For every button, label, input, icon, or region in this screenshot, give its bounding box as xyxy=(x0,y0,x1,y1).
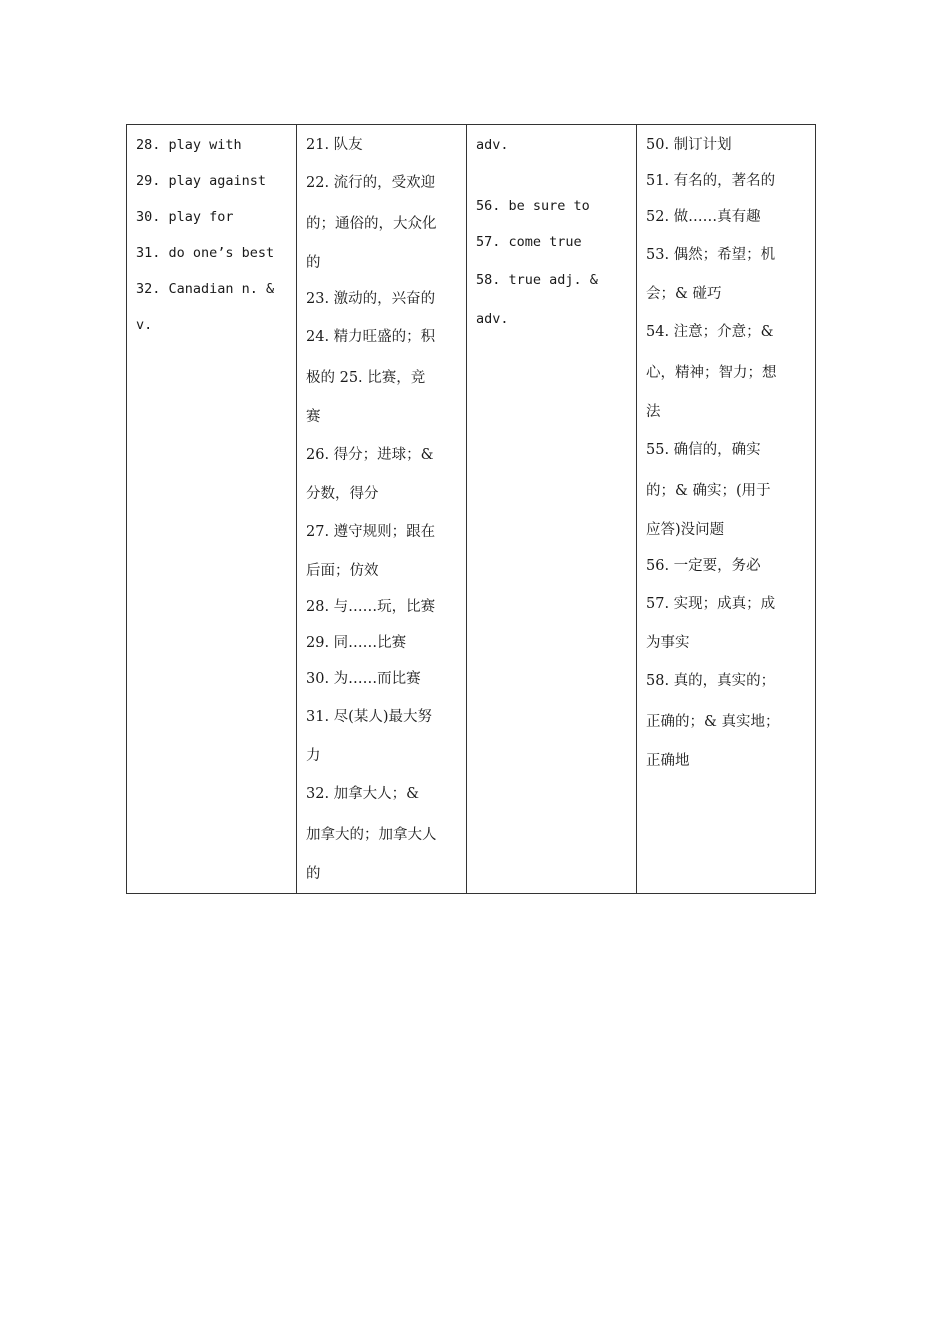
list-item: 55. 确信的，确实 xyxy=(646,442,761,458)
list-item: 28. play with xyxy=(136,137,242,153)
list-item: 的；& 确实；(用于 xyxy=(646,483,771,499)
list-item: 32. Canadian n. & xyxy=(136,281,275,297)
list-item: 28. 与……玩，比赛 xyxy=(306,599,436,615)
list-item: 52. 做……真有趣 xyxy=(646,209,761,225)
list-item: 58. 真的，真实的； xyxy=(646,673,776,689)
list-item: 57. come true xyxy=(476,234,582,250)
list-item: 力 xyxy=(306,748,321,764)
list-item: 53. 偶然；希望；机 xyxy=(646,247,776,263)
spacer xyxy=(476,163,628,188)
list-item: 31. 尽(某人)最大努 xyxy=(306,709,432,725)
list-item: 51. 有名的，著名的 xyxy=(646,173,776,189)
list-item: 的 xyxy=(306,866,321,882)
list-item: 57. 实现；成真；成 xyxy=(646,596,776,612)
vocabulary-table xyxy=(126,124,816,894)
list-item: 32. 加拿大人；& xyxy=(306,786,420,802)
list-item: 分数，得分 xyxy=(306,486,379,502)
list-item: 23. 激动的，兴奋的 xyxy=(306,291,436,307)
list-item: 为事实 xyxy=(646,635,690,651)
list-item: 50. 制订计划 xyxy=(646,137,732,153)
list-item: 54. 注意；介意；& xyxy=(646,324,774,340)
list-item: 21. 队友 xyxy=(306,137,363,153)
chinese-meanings-column-2 xyxy=(637,125,816,894)
list-item: 29. play against xyxy=(136,173,267,189)
list-item: v. xyxy=(136,317,153,333)
list-item: 22. 流行的，受欢迎 xyxy=(306,175,436,191)
list-item: 58. true adj. & xyxy=(476,272,598,288)
list-item: 法 xyxy=(646,404,661,420)
list-item: adv. xyxy=(476,137,509,153)
list-item: 应答)没问题 xyxy=(646,522,725,538)
list-item: 的 xyxy=(306,255,321,271)
english-phrases-column xyxy=(127,125,297,894)
list-item: 56. be sure to xyxy=(476,198,590,214)
list-item: adv. xyxy=(476,311,509,327)
list-item: 赛 xyxy=(306,409,321,425)
table-row xyxy=(127,125,816,894)
list-item: 30. play for xyxy=(136,209,234,225)
list-item: 后面；仿效 xyxy=(306,563,379,579)
list-item: 加拿大的；加拿大人 xyxy=(306,827,437,843)
list-item: 31. do one’s best xyxy=(136,245,275,261)
list-item: 极的 25. 比赛，竞 xyxy=(306,370,426,386)
list-item: 正确的；& 真实地； xyxy=(646,714,780,730)
list-item: 30. 为……而比赛 xyxy=(306,671,421,687)
list-item: 会；& 碰巧 xyxy=(646,286,722,302)
list-item: 29. 同……比赛 xyxy=(306,635,407,651)
list-item: 24. 精力旺盛的；积 xyxy=(306,329,436,345)
list-item: 27. 遵守规则；跟在 xyxy=(306,524,436,540)
list-item: 正确地 xyxy=(646,753,690,769)
list-item: 的；通俗的，大众化 xyxy=(306,216,437,232)
list-item: 心，精神；智力；想 xyxy=(646,365,777,381)
list-item: 26. 得分；进球；& xyxy=(306,447,434,463)
list-item: 56. 一定要，务必 xyxy=(646,558,761,574)
english-phrases-column-2 xyxy=(467,125,637,894)
chinese-meanings-column xyxy=(297,125,467,894)
